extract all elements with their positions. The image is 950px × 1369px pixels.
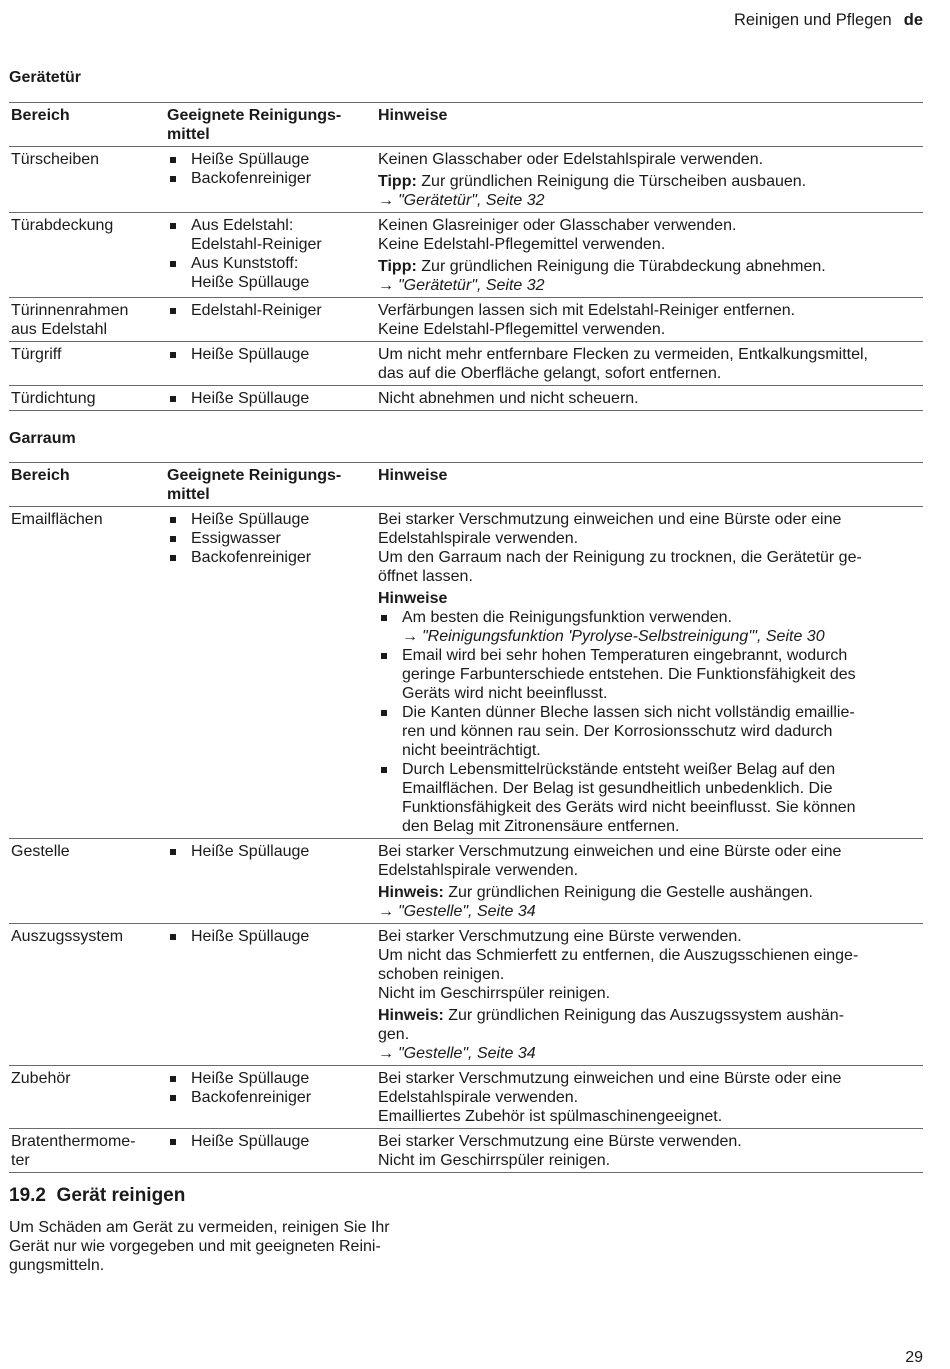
agent-item: Heiße Spüllauge xyxy=(167,1132,376,1151)
note-text: Nicht abnehmen und nicht scheuern. xyxy=(378,390,639,407)
note-item xyxy=(378,703,923,760)
column-header-agents: Geeignete Reinigungs- mittel xyxy=(165,103,376,147)
page-number: 29 xyxy=(905,1349,923,1366)
door-cleaning-table xyxy=(9,102,923,411)
cell-agents xyxy=(165,342,376,386)
column-header-notes: Hinweise xyxy=(376,103,923,147)
agent-item: Backofenreiniger xyxy=(167,1088,376,1107)
cross-reference-link[interactable] xyxy=(378,191,923,210)
agent-item: Heiße Spüllauge xyxy=(167,150,376,169)
cell-agents xyxy=(165,147,376,213)
note-text: Bei starker Verschmutzung eine Bürste verwenden. Nicht im Geschirrspüler reinigen. xyxy=(378,1133,742,1169)
cell-notes xyxy=(376,1066,923,1129)
table-row xyxy=(9,924,923,1066)
cell-area: Türscheiben xyxy=(9,147,165,213)
agent-item: Heiße Spüllauge xyxy=(167,510,376,529)
section-heading: 19.2 Gerät reinigen xyxy=(9,1185,186,1206)
cell-notes xyxy=(376,342,923,386)
tip-line xyxy=(378,1006,923,1044)
table-row xyxy=(9,342,923,386)
arrow-right-icon: → xyxy=(378,903,394,920)
column-header-notes: Hinweise xyxy=(376,463,923,507)
note-text: Um nicht mehr entfernbare Flecken zu vermeiden, Entkalkungsmittel, das auf die Oberfläche gelangt, sofort entfernen. xyxy=(378,346,868,382)
note-text: Bei starker Verschmutzung einweichen und eine Bürste oder eine Edelstahlspirale verwenden. Emailliertes Zubehör ist spülmaschinengeeignet. xyxy=(378,1070,842,1125)
note-item xyxy=(378,760,923,836)
agent-item: Heiße Spüllauge xyxy=(167,842,376,861)
cell-area: Zubehör xyxy=(9,1066,165,1129)
cell-notes xyxy=(376,924,923,1066)
tip-label: Hinweis: xyxy=(378,884,444,901)
reference-text: "Reinigungsfunktion 'Pyrolyse-Selbstreinigung'", Seite 30 xyxy=(422,628,825,645)
cross-reference-link[interactable] xyxy=(378,276,923,295)
column-header-area: Bereich xyxy=(9,103,165,147)
table-row xyxy=(9,298,923,342)
cell-agents xyxy=(165,924,376,1066)
tip-text: Zur gründlichen Reinigung die Türabdeckung abnehmen. xyxy=(421,258,826,275)
reference-text: "Gestelle", Seite 34 xyxy=(398,903,536,920)
cell-area: Gestelle xyxy=(9,839,165,924)
tip-label: Hinweis: xyxy=(378,1007,444,1024)
agent-item: Heiße Spüllauge xyxy=(167,345,376,364)
cell-agents xyxy=(165,507,376,839)
cell-notes xyxy=(376,213,923,298)
note-text: Bei starker Verschmutzung einweichen und eine Bürste oder eine Edelstahlspirale verwenden. Um den Garraum nach der Reinigung zu trocknen, die Gerätetür ge- öffnet lassen. xyxy=(378,511,862,585)
agents-list xyxy=(167,301,376,320)
cell-area: Emailflächen xyxy=(9,507,165,839)
cell-notes xyxy=(376,386,923,411)
note-item-text: Die Kanten dünner Bleche lassen sich nicht vollständig emaillie- ren und können rau sein. Der Korrosionsschutz wird dadurch nicht beeinträchtigt. xyxy=(402,704,855,759)
agent-item: Backofenreiniger xyxy=(167,548,376,567)
agent-item: Essigwasser xyxy=(167,529,376,548)
note-text: Keinen Glasreiniger oder Glasschaber verwenden. Keine Edelstahl-Pflegemittel verwenden. xyxy=(378,217,737,253)
note-item-text: Email wird bei sehr hohen Temperaturen eingebrannt, wodurch geringe Farbunterschiede entstehen. Die Funktionsfähigkeit des Geräts wird nicht beeinflusst. xyxy=(402,647,856,702)
agents-list xyxy=(167,1069,376,1107)
notes-subheading: Hinweise xyxy=(378,590,448,607)
tip-text: Zur gründlichen Reinigung die Türscheiben ausbauen. xyxy=(421,173,807,190)
agents-list xyxy=(167,216,376,292)
agent-item: Aus Kunststoff: Heiße Spüllauge xyxy=(167,254,376,292)
table-row xyxy=(9,839,923,924)
table-header-row xyxy=(9,463,923,507)
cell-area: Auszugssystem xyxy=(9,924,165,1066)
cell-area: Bratenthermome- ter xyxy=(9,1129,165,1173)
tip-line xyxy=(378,257,923,276)
table-row xyxy=(9,147,923,213)
agent-item: Heiße Spüllauge xyxy=(167,927,376,946)
cell-notes xyxy=(376,1129,923,1173)
notes-list xyxy=(378,608,923,836)
cell-agents xyxy=(165,213,376,298)
cell-area: Türdichtung xyxy=(9,386,165,411)
table-row xyxy=(9,1129,923,1173)
cell-agents xyxy=(165,298,376,342)
note-item-text: Durch Lebensmittelrückstände entsteht weißer Belag auf den Emailflächen. Der Belag ist gesundheitlich unbedenklich. Die Funktionsfähigkeit des Geräts wird nicht beeinflusst. Sie können den Belag mit Zitronensäure entfernen. xyxy=(402,761,856,835)
note-item-text: Am besten die Reinigungsfunktion verwenden. xyxy=(402,609,732,626)
note-text: Bei starker Verschmutzung einweichen und eine Bürste oder eine Edelstahlspirale verwenden. xyxy=(378,843,842,879)
arrow-right-icon: → xyxy=(378,192,394,209)
table2-title: Garraum xyxy=(9,430,76,447)
agents-list xyxy=(167,150,376,188)
agent-item: Edelstahl-Reiniger xyxy=(167,301,376,320)
oven-cavity-cleaning-table xyxy=(9,462,923,1173)
agents-list xyxy=(167,842,376,861)
note-item xyxy=(378,608,923,646)
table-header-row xyxy=(9,103,923,147)
agents-list xyxy=(167,345,376,364)
cross-reference-link[interactable] xyxy=(402,627,923,646)
arrow-right-icon: → xyxy=(402,628,418,645)
cell-notes xyxy=(376,839,923,924)
section-paragraph: Um Schäden am Gerät zu vermeiden, reinigen Sie Ihr Gerät nur wie vorgegeben und mit geeigneten Reini- gungsmitteln. xyxy=(9,1219,390,1274)
agents-list xyxy=(167,510,376,567)
reference-text: "Gestelle", Seite 34 xyxy=(398,1045,536,1062)
agent-item: Aus Edelstahl: Edelstahl-Reiniger xyxy=(167,216,376,254)
note-text: Verfärbungen lassen sich mit Edelstahl-Reiniger entfernen. Keine Edelstahl-Pflegemittel verwenden. xyxy=(378,302,796,338)
column-header-agents: Geeignete Reinigungs- mittel xyxy=(165,463,376,507)
agents-list xyxy=(167,927,376,946)
cell-area: Türabdeckung xyxy=(9,213,165,298)
table1-title: Gerätetür xyxy=(9,69,82,86)
cross-reference-link[interactable] xyxy=(378,902,923,921)
cell-notes xyxy=(376,147,923,213)
tip-line xyxy=(378,883,923,902)
agent-item: Heiße Spüllauge xyxy=(167,1069,376,1088)
cell-agents xyxy=(165,839,376,924)
language-code: de xyxy=(903,11,923,29)
agent-item: Heiße Spüllauge xyxy=(167,389,376,408)
cell-agents xyxy=(165,386,376,411)
cell-notes xyxy=(376,298,923,342)
agents-list xyxy=(167,389,376,408)
tip-text: Zur gründlichen Reinigung die Gestelle aushängen. xyxy=(448,884,813,901)
table-row xyxy=(9,213,923,298)
header-title: Reinigen und Pflegen xyxy=(733,11,892,29)
reference-text: "Gerätetür", Seite 32 xyxy=(398,192,545,209)
reference-text: "Gerätetür", Seite 32 xyxy=(398,277,545,294)
note-text: Keinen Glasschaber oder Edelstahlspirale verwenden. xyxy=(378,151,764,168)
note-text: Bei starker Verschmutzung eine Bürste verwenden. Um nicht das Schmierfett zu entfernen, die Auszugsschienen einge- schoben reinigen. Nicht im Geschirrspüler reinigen. xyxy=(378,928,859,1002)
agents-list xyxy=(167,1132,376,1151)
tip-text: Zur gründlichen Reinigung das Auszugssystem aushän- gen. xyxy=(378,1007,845,1043)
page-header xyxy=(734,11,923,30)
tip-line xyxy=(378,172,923,191)
arrow-right-icon: → xyxy=(378,1045,394,1062)
cell-area: Türgriff xyxy=(9,342,165,386)
cell-notes xyxy=(376,507,923,839)
cross-reference-link[interactable] xyxy=(378,1044,923,1063)
note-item xyxy=(378,646,923,703)
table-row xyxy=(9,507,923,839)
tip-label: Tipp: xyxy=(378,258,417,275)
cell-agents xyxy=(165,1066,376,1129)
table-row xyxy=(9,386,923,411)
arrow-right-icon: → xyxy=(378,277,394,294)
agent-item: Backofenreiniger xyxy=(167,169,376,188)
column-header-area: Bereich xyxy=(9,463,165,507)
cell-area: Türinnenrahmen aus Edelstahl xyxy=(9,298,165,342)
table-row xyxy=(9,1066,923,1129)
tip-label: Tipp: xyxy=(378,173,417,190)
cell-agents xyxy=(165,1129,376,1173)
